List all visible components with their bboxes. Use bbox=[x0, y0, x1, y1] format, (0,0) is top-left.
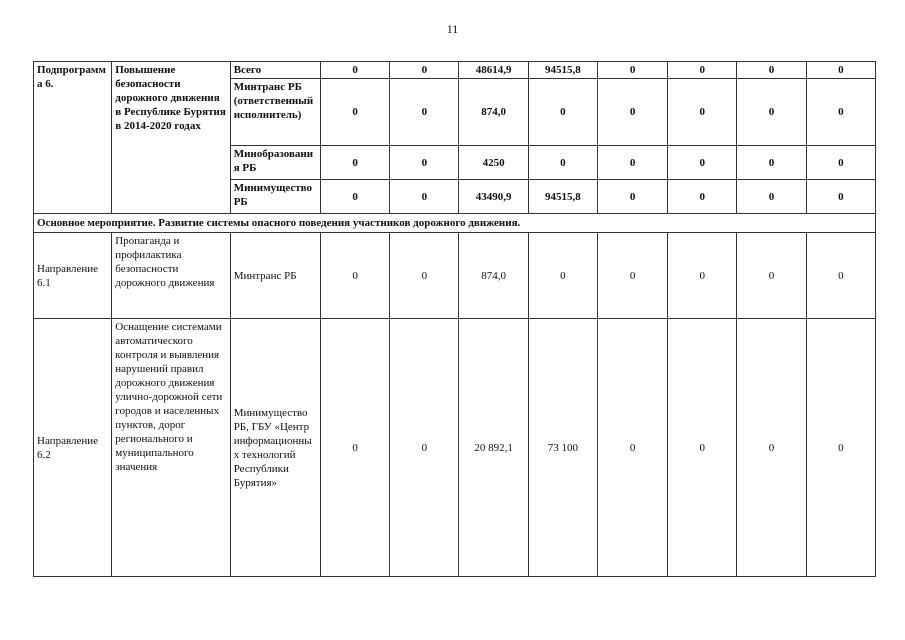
direction-name: Оснащение системами автоматического контроля и выявления нарушений правил дорожного движения улично-дорожной сети городов и населенных пунктов, дорог регионального и муниципального значения bbox=[112, 319, 230, 577]
section-title: Основное мероприятие. Развитие системы опасного поведения участников дорожного движения. bbox=[34, 214, 876, 233]
value-cell: 0 bbox=[390, 319, 459, 577]
value-cell: 0 bbox=[668, 62, 737, 79]
value-cell: 0 bbox=[737, 146, 806, 180]
subprogram-row-total bbox=[34, 62, 876, 79]
value-cell: 0 bbox=[528, 233, 597, 319]
value-cell: 0 bbox=[597, 319, 667, 577]
value-cell: 0 bbox=[390, 146, 459, 180]
value-cell: 94515,8 bbox=[528, 180, 597, 214]
value-cell: 0 bbox=[528, 146, 597, 180]
value-cell: 0 bbox=[806, 62, 875, 79]
subprogram-code: Подпрограмма 6. bbox=[34, 62, 112, 214]
funding-source: Всего bbox=[230, 62, 320, 79]
value-cell: 0 bbox=[668, 146, 737, 180]
value-cell: 0 bbox=[321, 319, 390, 577]
value-cell: 0 bbox=[806, 146, 875, 180]
value-cell: 0 bbox=[390, 62, 459, 79]
funding-source: Минтранс РБ (ответственный исполнитель) bbox=[230, 79, 320, 146]
value-cell: 20 892,1 bbox=[459, 319, 528, 577]
value-cell: 0 bbox=[737, 62, 806, 79]
value-cell: 0 bbox=[737, 233, 806, 319]
value-cell: 0 bbox=[806, 233, 875, 319]
value-cell: 0 bbox=[597, 233, 667, 319]
direction-code: Направление 6.1 bbox=[34, 233, 112, 319]
value-cell: 0 bbox=[390, 79, 459, 146]
direction-executor: Минтранс РБ bbox=[230, 233, 320, 319]
value-cell: 874,0 bbox=[459, 79, 528, 146]
value-cell: 0 bbox=[806, 79, 875, 146]
value-cell: 0 bbox=[737, 319, 806, 577]
value-cell: 0 bbox=[737, 79, 806, 146]
direction-code: Направление 6.2 bbox=[34, 319, 112, 577]
value-cell: 0 bbox=[390, 180, 459, 214]
value-cell: 0 bbox=[597, 62, 667, 79]
value-cell: 94515,8 bbox=[528, 62, 597, 79]
funding-source: Минимущество РБ bbox=[230, 180, 320, 214]
value-cell: 0 bbox=[668, 319, 737, 577]
value-cell: 0 bbox=[806, 180, 875, 214]
direction-executor: Минимущество РБ, ГБУ «Центр информационных технологий Республики Бурятия» bbox=[230, 319, 320, 577]
value-cell: 0 bbox=[321, 180, 390, 214]
funding-source: Минобразования РБ bbox=[230, 146, 320, 180]
budget-table bbox=[33, 61, 876, 577]
value-cell: 48614,9 bbox=[459, 62, 528, 79]
value-cell: 0 bbox=[737, 180, 806, 214]
value-cell: 0 bbox=[668, 180, 737, 214]
value-cell: 4250 bbox=[459, 146, 528, 180]
value-cell: 0 bbox=[321, 146, 390, 180]
value-cell: 0 bbox=[597, 79, 667, 146]
value-cell: 874,0 bbox=[459, 233, 528, 319]
value-cell: 0 bbox=[321, 79, 390, 146]
value-cell: 0 bbox=[528, 79, 597, 146]
direction-row bbox=[34, 233, 876, 319]
direction-row bbox=[34, 319, 876, 577]
value-cell: 0 bbox=[597, 180, 667, 214]
section-row bbox=[34, 214, 876, 233]
value-cell: 0 bbox=[597, 146, 667, 180]
value-cell: 0 bbox=[321, 62, 390, 79]
value-cell: 0 bbox=[390, 233, 459, 319]
value-cell: 43490,9 bbox=[459, 180, 528, 214]
value-cell: 0 bbox=[321, 233, 390, 319]
subprogram-name: Повышение безопасности дорожного движения в Республике Бурятия в 2014-2020 годах bbox=[112, 62, 230, 214]
value-cell: 73 100 bbox=[528, 319, 597, 577]
value-cell: 0 bbox=[668, 233, 737, 319]
value-cell: 0 bbox=[806, 319, 875, 577]
value-cell: 0 bbox=[668, 79, 737, 146]
page-number: 11 bbox=[446, 22, 459, 36]
direction-name: Пропаганда и профилактика безопасности дорожного движения bbox=[112, 233, 230, 319]
